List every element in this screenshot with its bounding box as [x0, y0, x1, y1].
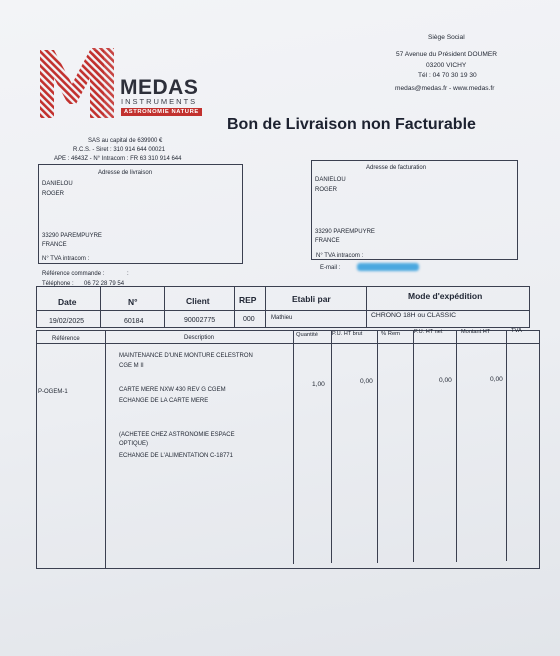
- items-header-divider: [36, 343, 539, 344]
- phone-label: Téléphone :: [42, 281, 74, 287]
- col-quantity-header: Quantité: [296, 332, 318, 338]
- header-col-sep: [265, 287, 266, 327]
- col-number-header: N°: [128, 297, 138, 307]
- billing-country-line: FRANCE: [315, 238, 340, 244]
- legal-capital: SAS au capital de 639900 €: [88, 138, 163, 144]
- col-description-header: Description: [184, 335, 215, 341]
- item-reference: P-OGEM-1: [38, 389, 68, 395]
- medas-logo-mark-icon: [38, 44, 120, 120]
- item-quantity: 1,00: [312, 381, 325, 388]
- header-col-sep: [366, 287, 367, 327]
- items-col-sep: [331, 331, 332, 563]
- head-office-web: medas@medas.fr - www.medas.fr: [395, 85, 495, 92]
- logo-subtitle: INSTRUMENTS: [121, 97, 198, 106]
- item-description-line: (ACHETEE CHEZ ASTRONOMIE ESPACE: [119, 432, 235, 438]
- billing-address-title: Adresse de facturation: [366, 165, 427, 171]
- item-unit-net-price: 0,00: [439, 377, 452, 384]
- col-vat-header: TVA: [511, 328, 522, 334]
- billing-address-box: [311, 160, 518, 260]
- items-table: [36, 330, 540, 569]
- delivery-address-title: Adresse de livraison: [98, 170, 153, 176]
- phone-value: 06 72 28 79 54: [84, 281, 125, 287]
- order-reference-value: :: [127, 271, 129, 277]
- redacted-email-blur: [357, 263, 419, 271]
- col-unit-net-header: P.U. HT net: [414, 329, 443, 335]
- header-col-sep: [100, 287, 101, 327]
- billing-name-line: DANIELOU: [315, 177, 346, 183]
- billing-email-label: E-mail :: [320, 265, 341, 271]
- delivery-date: 19/02/2025: [49, 318, 85, 325]
- delivery-number: 60184: [124, 318, 144, 325]
- col-date-header: Date: [58, 297, 77, 307]
- billing-city-line: 33290 PAREMPUYRE: [315, 229, 375, 235]
- delivery-city-line: 33290 PAREMPUYRE: [42, 233, 102, 239]
- head-office-title: Siège Social: [428, 34, 465, 41]
- order-reference-label: Référence commande :: [42, 271, 105, 277]
- established-by-value: Mathieu: [271, 315, 293, 321]
- item-description-line: CGE M II: [119, 363, 144, 369]
- head-office-city: 03200 VICHY: [426, 62, 467, 69]
- col-shipping-mode-header: Mode d'expédition: [408, 291, 483, 301]
- client-number: 90002775: [184, 317, 216, 324]
- items-col-sep: [456, 331, 457, 562]
- col-discount-header: % Rem: [381, 331, 401, 337]
- delivery-firstname-line: ROGER: [42, 191, 65, 197]
- col-reference-header: Référence: [52, 336, 80, 342]
- shipping-mode-value: CHRONO 18H ou CLASSIC: [371, 312, 456, 319]
- items-col-sep: [413, 331, 414, 562]
- logo-tagline: ASTRONOMIE NATURE: [121, 108, 202, 116]
- rep-code: 000: [243, 316, 255, 323]
- col-unit-gross-header: P.U. HT brut: [332, 331, 363, 337]
- delivery-address-box: [38, 164, 243, 264]
- item-description-line: MAINTENANCE D'UNE MONTURE CELESTRON: [119, 353, 253, 359]
- items-col-sep: [105, 331, 106, 568]
- header-col-sep: [234, 287, 235, 327]
- items-col-sep: [377, 331, 378, 563]
- delivery-country-line: FRANCE: [42, 242, 67, 248]
- col-amount-header: Montant HT: [461, 329, 491, 335]
- head-office-phone: Tél : 04 70 30 19 30: [418, 72, 477, 79]
- header-col-sep: [164, 287, 165, 327]
- items-col-sep: [293, 331, 294, 564]
- item-description-line: ECHANGE DE LA CARTE MERE: [119, 398, 209, 404]
- delivery-vat-label: N° TVA intracom :: [42, 256, 90, 262]
- header-table-divider: [36, 310, 529, 311]
- logo-wordmark: MEDAS: [120, 76, 199, 99]
- billing-vat-label: N° TVA intracom :: [316, 253, 364, 259]
- head-office-address: 57 Avenue du Président DOUMER: [396, 51, 498, 58]
- legal-siret: R.C.S. - Siret : 310 914 644 00021: [73, 147, 166, 153]
- legal-ape: APE : 4643Z - N° Intracom : FR 63 310 914 644: [54, 156, 182, 162]
- item-description-line: ECHANGE DE L'ALIMENTATION C-18771: [119, 453, 233, 459]
- item-amount: 0,00: [490, 376, 503, 383]
- item-description-line: CARTE MERE NXW 430 REV G CGEM: [119, 387, 226, 393]
- billing-firstname-line: ROGER: [315, 187, 338, 193]
- col-established-by-header: Etabli par: [292, 294, 331, 304]
- document-title: Bon de Livraison non Facturable: [227, 116, 476, 133]
- col-rep-header: REP: [239, 295, 257, 305]
- item-description-line: OPTIQUE): [119, 441, 149, 447]
- items-col-sep: [506, 331, 507, 561]
- col-client-header: Client: [186, 296, 210, 306]
- delivery-name-line: DANIELOU: [42, 181, 73, 187]
- item-unit-gross-price: 0,00: [360, 378, 373, 385]
